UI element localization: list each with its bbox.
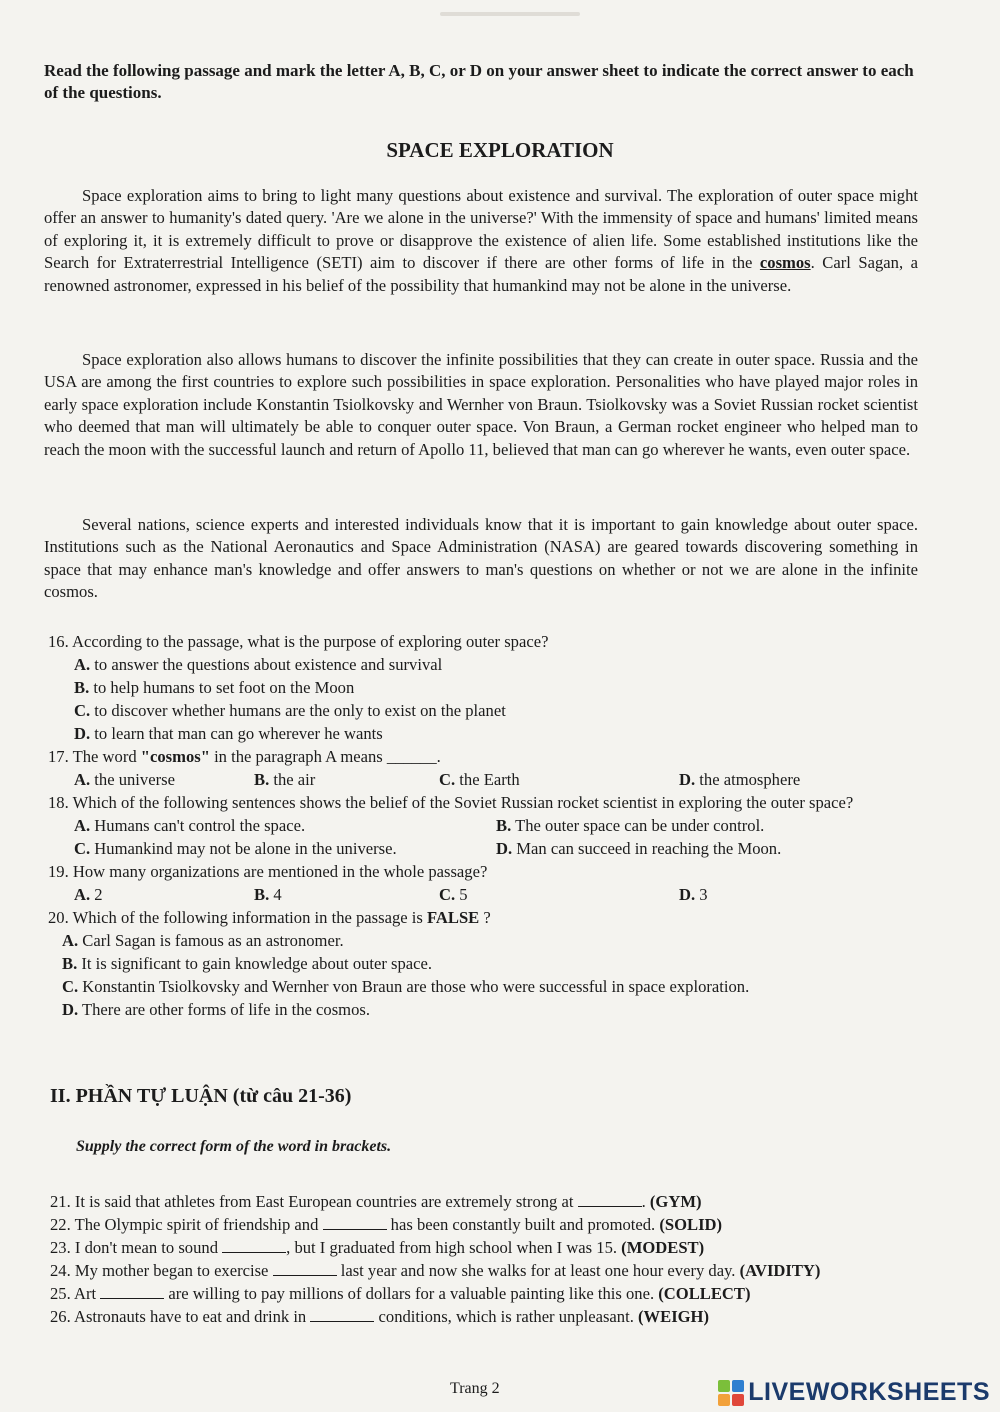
option-text: to learn that man can go wherever he wants [94, 724, 383, 743]
options-17 [74, 768, 928, 791]
logo-text: LIVEWORKSHEETS [748, 1378, 990, 1406]
option-17b[interactable] [254, 768, 439, 791]
option-19c[interactable] [439, 883, 679, 906]
root-word: (COLLECT) [658, 1284, 751, 1303]
option-19b[interactable] [254, 883, 439, 906]
question-18: 18. Which of the following sentences shows the belief of the Soviet Russian rocket scientist in exploring the outer space? [48, 793, 854, 812]
option-letter: A. [74, 816, 91, 835]
option-text: the atmosphere [699, 770, 801, 789]
option-text: 4 [273, 885, 282, 904]
options-18 [74, 814, 928, 860]
answer-blank[interactable] [100, 1284, 164, 1299]
keyword-cosmos: cosmos [759, 253, 811, 273]
option-letter: B. [496, 816, 512, 835]
option-text: There are other forms of life in the cosmos. [82, 1000, 370, 1019]
option-18b[interactable] [496, 814, 916, 837]
option-letter: A. [62, 931, 79, 950]
option-letter: A. [74, 655, 91, 674]
option-letter: D. [496, 839, 513, 858]
option-17d[interactable] [679, 768, 879, 791]
paragraph-1-text-a: Space exploration aims to bring to light many questions about existence and survival. The exploration of outer space might offer an answer to humanity's dated query. 'Are we alone in the universe?' With the immensity of space and humans' limited means of exploring it, it is extremely difficult to prove or disapprove the existence of alien life. Some established institutions like the Search for Extraterrestrial Intelligence (SETI) aim to discover if there are other forms of life in the [44, 186, 918, 273]
option-20c[interactable] [62, 975, 928, 998]
option-18d[interactable] [496, 837, 916, 860]
option-letter: B. [74, 678, 90, 697]
option-letter: B. [62, 954, 78, 973]
question-text: , but I graduated from high school when I was 15. [286, 1238, 622, 1257]
liveworksheets-logo-icon [718, 1380, 744, 1406]
page-number: Trang 2 [450, 1380, 500, 1397]
word-form-questions [50, 1190, 930, 1328]
answer-blank[interactable] [222, 1238, 286, 1253]
paragraph-3: Several nations, science experts and interested individuals know that it is important to gain knowledge about outer space. Institutions such as the National Aeronautics and Space Administration (NASA) are geared towards discovering something in space that may enhance man's knowledge and offer answers to man's questions on whether or not we are alone in the infinite cosmos. [44, 515, 918, 602]
question-17-text-b: in the paragraph A means ______. [209, 747, 441, 766]
question-text: conditions, which is rather unpleasant. [374, 1307, 638, 1326]
option-text: 5 [459, 885, 468, 904]
question-text: . [641, 1192, 650, 1211]
instruction: Read the following passage and mark the letter A, B, C, or D on your answer sheet to indicate the correct answer to each of the questions. [44, 61, 914, 102]
answer-blank[interactable] [273, 1261, 337, 1276]
root-word: (SOLID) [659, 1215, 723, 1234]
option-letter: D. [679, 885, 696, 904]
question-text: 25. Art [50, 1284, 101, 1303]
option-letter: D. [74, 724, 91, 743]
option-16b[interactable] [74, 676, 928, 699]
question-26 [50, 1305, 930, 1328]
option-17c[interactable] [439, 768, 679, 791]
question-20-text-b: ? [479, 908, 491, 927]
option-text: It is significant to gain knowledge about outer space. [81, 954, 433, 973]
question-text: are willing to pay millions of dollars for a valuable painting like this one. [164, 1284, 659, 1303]
passage-title: SPACE EXPLORATION [386, 138, 614, 162]
option-18a[interactable] [74, 814, 496, 837]
option-letter: C. [74, 839, 91, 858]
options-19 [74, 883, 928, 906]
option-text: to answer the questions about existence and survival [94, 655, 443, 674]
option-text: to discover whether humans are the only to exist on the planet [94, 701, 506, 720]
question-20 [48, 906, 928, 929]
option-letter: B. [254, 770, 270, 789]
option-letter: A. [74, 770, 91, 789]
option-text: Konstantin Tsiolkovsky and Wernher von Braun are those who were successful in space exploration. [82, 977, 750, 996]
root-word: (MODEST) [621, 1238, 705, 1257]
multiple-choice-questions [48, 630, 928, 1021]
question-text: 23. I don't mean to sound [50, 1238, 223, 1257]
answer-blank[interactable] [310, 1307, 374, 1322]
question-text: has been constantly built and promoted. [386, 1215, 660, 1234]
question-text: 21. It is said that athletes from East European countries are extremely strong at [50, 1192, 578, 1211]
question-17-keyword: "cosmos" [140, 747, 210, 766]
logo-square-orange [718, 1394, 730, 1406]
question-text: 22. The Olympic spirit of friendship and [50, 1215, 323, 1234]
option-letter: C. [74, 701, 91, 720]
question-24 [50, 1259, 930, 1282]
root-word: (AVIDITY) [739, 1261, 821, 1280]
option-19a[interactable] [74, 883, 254, 906]
option-text: Man can succeed in reaching the Moon. [516, 839, 782, 858]
question-21 [50, 1190, 930, 1213]
option-letter: C. [62, 977, 79, 996]
section-2-instruction: Supply the correct form of the word in brackets. [76, 1138, 392, 1155]
question-17 [48, 745, 928, 768]
root-word: (GYM) [649, 1192, 702, 1211]
option-letter: C. [439, 770, 456, 789]
option-text: the Earth [459, 770, 520, 789]
question-22 [50, 1213, 930, 1236]
option-16d[interactable] [74, 722, 928, 745]
option-text: the air [273, 770, 316, 789]
option-letter: D. [62, 1000, 79, 1019]
option-16a[interactable] [74, 653, 928, 676]
option-text: to help humans to set foot on the Moon [93, 678, 355, 697]
question-20-text-a: 20. Which of the following information in the passage is [48, 908, 427, 927]
option-18c[interactable] [74, 837, 496, 860]
liveworksheets-logo[interactable] [718, 1378, 990, 1407]
paragraph-1-text-b: . Carl Sagan, a renowned astronomer, expressed in his belief of the possibility that humankind may not be alone in the universe. [44, 253, 919, 295]
question-text: last year and now she walks for at least one hour every day. [336, 1261, 740, 1280]
question-23 [50, 1236, 930, 1259]
logo-square-blue [732, 1380, 744, 1392]
option-20a[interactable] [62, 929, 928, 952]
option-text: 2 [94, 885, 103, 904]
option-letter: B. [254, 885, 270, 904]
option-text: Humankind may not be alone in the universe. [94, 839, 397, 858]
question-20-keyword: FALSE [426, 908, 480, 927]
option-text: The outer space can be under control. [515, 816, 765, 835]
option-20d[interactable] [62, 998, 928, 1021]
logo-square-green [718, 1380, 730, 1392]
option-16c[interactable] [74, 699, 928, 722]
question-text: 24. My mother began to exercise [50, 1261, 273, 1280]
section-2-heading: II. PHẦN TỰ LUẬN (từ câu 21-36) [50, 1085, 352, 1107]
question-19: 19. How many organizations are mentioned in the whole passage? [48, 862, 488, 881]
question-25 [50, 1282, 930, 1305]
question-17-text-a: 17. The word [48, 747, 141, 766]
option-text: Carl Sagan is famous as an astronomer. [82, 931, 344, 950]
option-19d[interactable] [679, 883, 879, 906]
question-text: 26. Astronauts have to eat and drink in [50, 1307, 311, 1326]
option-text: Humans can't control the space. [94, 816, 306, 835]
option-letter: A. [74, 885, 91, 904]
answer-blank[interactable] [323, 1215, 387, 1230]
answer-blank[interactable] [578, 1192, 642, 1207]
option-letter: D. [679, 770, 696, 789]
paragraph-1 [44, 185, 918, 297]
option-letter: C. [439, 885, 456, 904]
scan-artifact [440, 12, 580, 16]
logo-square-red [732, 1394, 744, 1406]
option-20b[interactable] [62, 952, 928, 975]
paragraph-2: Space exploration also allows humans to discover the infinite possibilities that they can create in outer space. Russia and the USA are among the first countries to explore such possibilities in space exploration. Personalities who have played major roles in early space exploration include Konstantin Tsiolkovsky and Wernher von Braun. Tsiolkovsky was a Soviet Russian rocket scientist who deemed that man will ultimately be able to conquer outer space. Von Braun, a German rocket engineer who helped man to reach the moon with the successful launch and return of Apollo 11, believed that man can go wherever he wants, even outer space. [44, 350, 918, 459]
option-text: the universe [94, 770, 175, 789]
question-16: 16. According to the passage, what is the purpose of exploring outer space? [48, 632, 549, 651]
option-17a[interactable] [74, 768, 254, 791]
root-word: (WEIGH) [638, 1307, 709, 1326]
option-text: 3 [699, 885, 708, 904]
